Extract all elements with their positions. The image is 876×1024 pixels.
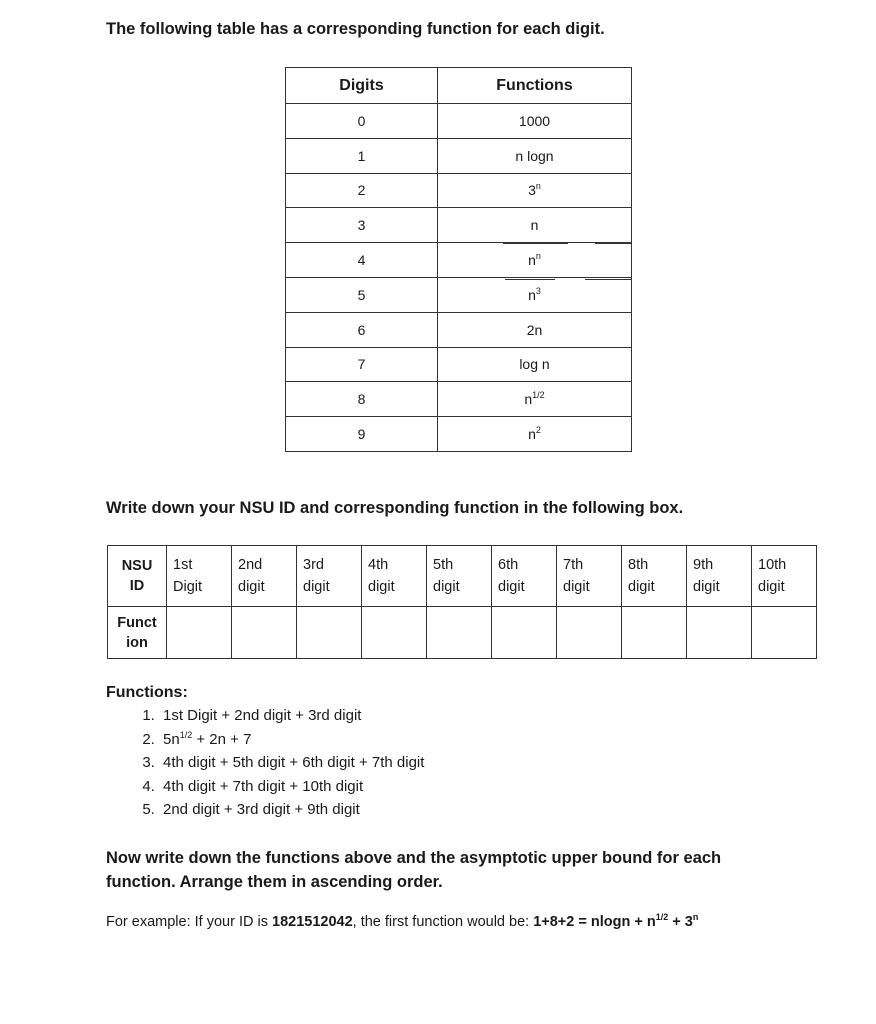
table-row [286, 382, 632, 417]
example-prefix: For example: If your ID is [106, 914, 272, 930]
function-label-line1: Funct [117, 614, 157, 631]
function-base: log n [519, 356, 550, 373]
digit-word: digit [368, 579, 395, 595]
digit-cell: 1 [286, 138, 438, 173]
digit-ordinal: 6th [498, 557, 519, 573]
digits-functions-table [285, 67, 632, 452]
function-cell [438, 208, 632, 243]
function-base: n [528, 286, 536, 303]
function-cell [438, 104, 632, 139]
function-label-line2: ion [126, 634, 148, 651]
digit-cell: 7 [286, 347, 438, 382]
digit-cell: 2 [286, 173, 438, 208]
function-base: n [528, 426, 536, 443]
function-base: n [530, 217, 539, 234]
digit-ordinal: 5th [433, 557, 454, 573]
digit-word: digit [563, 579, 590, 595]
digit-word: digit [303, 579, 330, 595]
digit-column-header [557, 546, 622, 607]
function-entry-cell[interactable] [427, 607, 492, 659]
function-row [108, 607, 817, 659]
functions-header: Functions [438, 68, 632, 104]
digit-cell: 5 [286, 277, 438, 312]
table-row [286, 173, 632, 208]
example-id: 1821512042 [272, 914, 353, 930]
table-row [286, 347, 632, 382]
digit-ordinal: 9th [693, 557, 714, 573]
function-entry-cell[interactable] [687, 607, 752, 659]
function-cell [438, 138, 632, 173]
function-base: 2n [526, 321, 543, 338]
digit-cell: 3 [286, 208, 438, 243]
function-item-3: 3. 4th digit + 5th digit + 6th digit + 7th digit [159, 751, 424, 775]
function-exponent: n [535, 181, 541, 192]
table-row [286, 104, 632, 139]
nsu-id-table [107, 545, 817, 659]
digit-cell: 6 [286, 312, 438, 347]
digit-column-header [492, 546, 557, 607]
digits-table-body [286, 104, 632, 452]
stray-line [505, 279, 555, 280]
function-cell [438, 347, 632, 382]
digit-word: digit [498, 579, 525, 595]
function-entry-cell[interactable] [362, 607, 427, 659]
function-entry-cell[interactable] [557, 607, 622, 659]
digit-ordinal: 2nd [238, 557, 263, 573]
digit-column-header [167, 546, 232, 607]
function-base: 3 [528, 182, 536, 199]
table-row [286, 208, 632, 243]
function-item-2 [159, 728, 424, 752]
digit-word: digit [758, 579, 785, 595]
functions-heading: Functions: [106, 684, 188, 701]
digit-ordinal: 3rd [303, 557, 324, 573]
function-entry-cell[interactable] [622, 607, 687, 659]
table-row [286, 138, 632, 173]
digit-word: digit [628, 579, 655, 595]
function-item-2-part-a: 5n [163, 730, 180, 748]
digit-word: digit [238, 579, 265, 595]
function-exponent: 1/2 [532, 390, 545, 401]
example-expression [533, 914, 698, 930]
function-entry-cell[interactable] [492, 607, 557, 659]
function-exponent: 3 [535, 285, 541, 296]
table-row [286, 312, 632, 347]
digit-ordinal: 10th [758, 557, 787, 573]
table-header-row [286, 68, 632, 104]
example-text [106, 914, 698, 930]
function-item-4: 4. 4th digit + 7th digit + 10th digit [159, 775, 424, 799]
function-entry-cell[interactable] [752, 607, 817, 659]
digit-word: digit [693, 579, 720, 595]
function-base: n [528, 252, 536, 269]
example-exponent-1: 1/2 [655, 912, 669, 922]
digit-cell: 9 [286, 417, 438, 452]
function-base: n logn [515, 147, 554, 164]
id-header-row [108, 546, 817, 607]
example-expression-part-a: 1+8+2 = nlogn + n [533, 914, 656, 930]
function-entry-cell[interactable] [167, 607, 232, 659]
table-row [286, 417, 632, 452]
digit-ordinal: 8th [628, 557, 649, 573]
digit-column-header [687, 546, 752, 607]
function-cell [438, 312, 632, 347]
table-row [286, 243, 632, 278]
function-item-5: 5. 2nd digit + 3rd digit + 9th digit [159, 798, 424, 822]
digit-column-header [622, 546, 687, 607]
function-cell [438, 382, 632, 417]
example-exponent-2: n [692, 912, 699, 922]
digit-column-header [362, 546, 427, 607]
function-exponent: n [535, 251, 541, 262]
functions-list-block [106, 684, 424, 822]
digit-ordinal: 1st [173, 557, 193, 573]
stray-line [595, 243, 632, 244]
digit-cell: 8 [286, 382, 438, 417]
stray-line [585, 279, 632, 280]
stray-line [503, 243, 568, 244]
functions-list [106, 704, 424, 822]
instruction-text: Write down your NSU ID and corresponding function in the following box. [106, 499, 684, 517]
function-label [108, 607, 167, 659]
instructions-note: Now write down the functions above and the asymptotic upper bound for each function. Arrange them in ascending order. [106, 849, 722, 891]
function-cell [438, 173, 632, 208]
digits-header: Digits [286, 68, 438, 104]
function-exponent: 2 [535, 425, 541, 436]
nsu-id-label [108, 546, 167, 607]
digit-column-header [297, 546, 362, 607]
function-base: n [524, 391, 533, 408]
digit-column-header [427, 546, 492, 607]
digit-ordinal: 4th [368, 557, 389, 573]
digit-ordinal: 7th [563, 557, 584, 573]
nsu-id-label-line1: NSU [121, 558, 153, 574]
table-row [286, 277, 632, 312]
digit-word: Digit [173, 579, 203, 595]
function-cell [438, 277, 632, 312]
function-item-2-exponent: 1/2 [179, 729, 193, 740]
digit-word: digit [433, 579, 460, 595]
example-expression-part-b: + 3 [668, 914, 693, 930]
digit-cell: 4 [286, 243, 438, 278]
digit-column-header [752, 546, 817, 607]
function-base: 1000 [518, 112, 551, 129]
function-entry-cell[interactable] [232, 607, 297, 659]
example-middle: , the first function would be: [352, 914, 534, 930]
page-title: The following table has a corresponding function for each digit. [106, 20, 605, 38]
function-cell [438, 417, 632, 452]
function-item-1: 1. 1st Digit + 2nd digit + 3rd digit [159, 704, 424, 728]
function-entry-cell[interactable] [297, 607, 362, 659]
digit-cell: 0 [286, 104, 438, 139]
digit-column-header [232, 546, 297, 607]
function-cell [438, 243, 632, 278]
nsu-id-label-line2: ID [129, 578, 145, 594]
function-item-2-part-b: + 2n + 7 [192, 730, 252, 748]
